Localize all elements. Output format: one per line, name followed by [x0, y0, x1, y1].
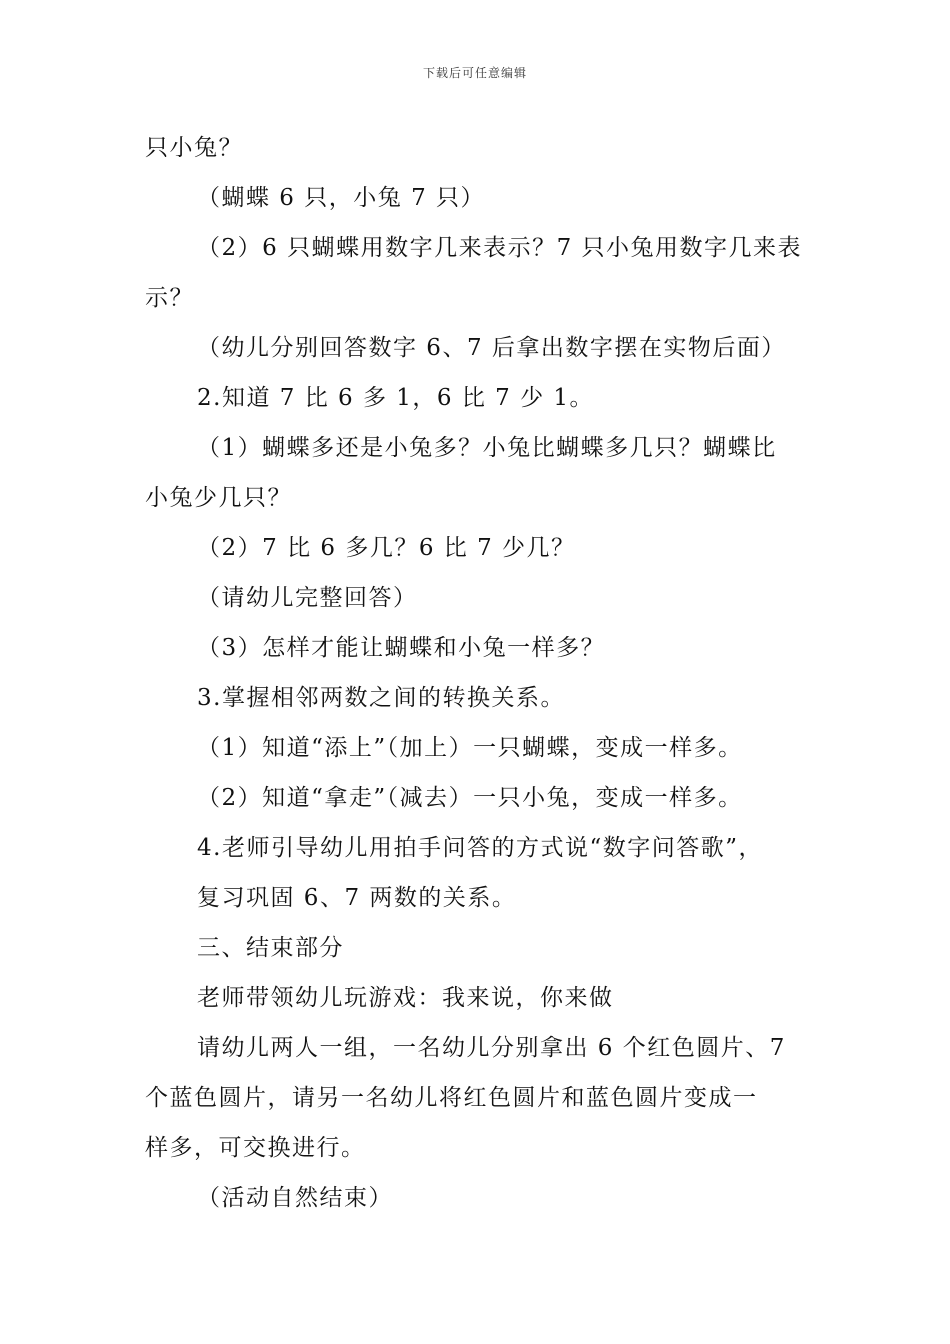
text-line: （1）知道“添上”（加上）一只蝴蝶，变成一样多。: [197, 735, 743, 761]
text-line: （2）知道“拿走”（减去）一只小兔，变成一样多。: [197, 785, 743, 811]
text-line: 样多，可交换进行。: [145, 1135, 366, 1161]
text-line: （2）7 比 6 多几？6 比 7 少几？: [197, 535, 576, 561]
text-line: 请幼儿两人一组，一名幼儿分别拿出 6 个红色圆片、7: [197, 1035, 786, 1061]
text-line: 示？: [145, 285, 194, 311]
text-line: （幼儿分别回答数字 6、7 后拿出数字摆在实物后面）: [197, 335, 786, 361]
text-line: 4.老师引导幼儿用拍手问答的方式说“数字问答歌”，: [197, 835, 763, 861]
text-line: （请幼儿完整回答）: [197, 585, 418, 611]
text-line: 个蓝色圆片，请另一名幼儿将红色圆片和蓝色圆片变成一: [145, 1085, 758, 1111]
text-line: （活动自然结束）: [197, 1185, 393, 1211]
page-header: 下载后可任意编辑: [422, 66, 527, 80]
text-line: （3）怎样才能让蝴蝶和小兔一样多？: [197, 635, 606, 661]
text-line: （1）蝴蝶多还是小兔多？小兔比蝴蝶多几只？蝴蝶比: [197, 435, 777, 461]
text-line: 老师带领幼儿玩游戏：我来说，你来做: [197, 985, 614, 1011]
text-line: （2）6 只蝴蝶用数字几来表示？7 只小兔用数字几来表: [197, 235, 803, 261]
text-line: 复习巩固 6、7 两数的关系。: [197, 885, 517, 911]
text-line: 只小兔？: [145, 135, 243, 161]
text-line: 3.掌握相邻两数之间的转换关系。: [197, 685, 565, 711]
section-heading: 三、结束部分: [197, 935, 344, 961]
text-line: 2.知道 7 比 6 多 1，6 比 7 少 1。: [197, 385, 595, 411]
text-line: 小兔少几只？: [145, 485, 292, 511]
text-line: （蝴蝶 6 只，小兔 7 只）: [197, 185, 486, 211]
